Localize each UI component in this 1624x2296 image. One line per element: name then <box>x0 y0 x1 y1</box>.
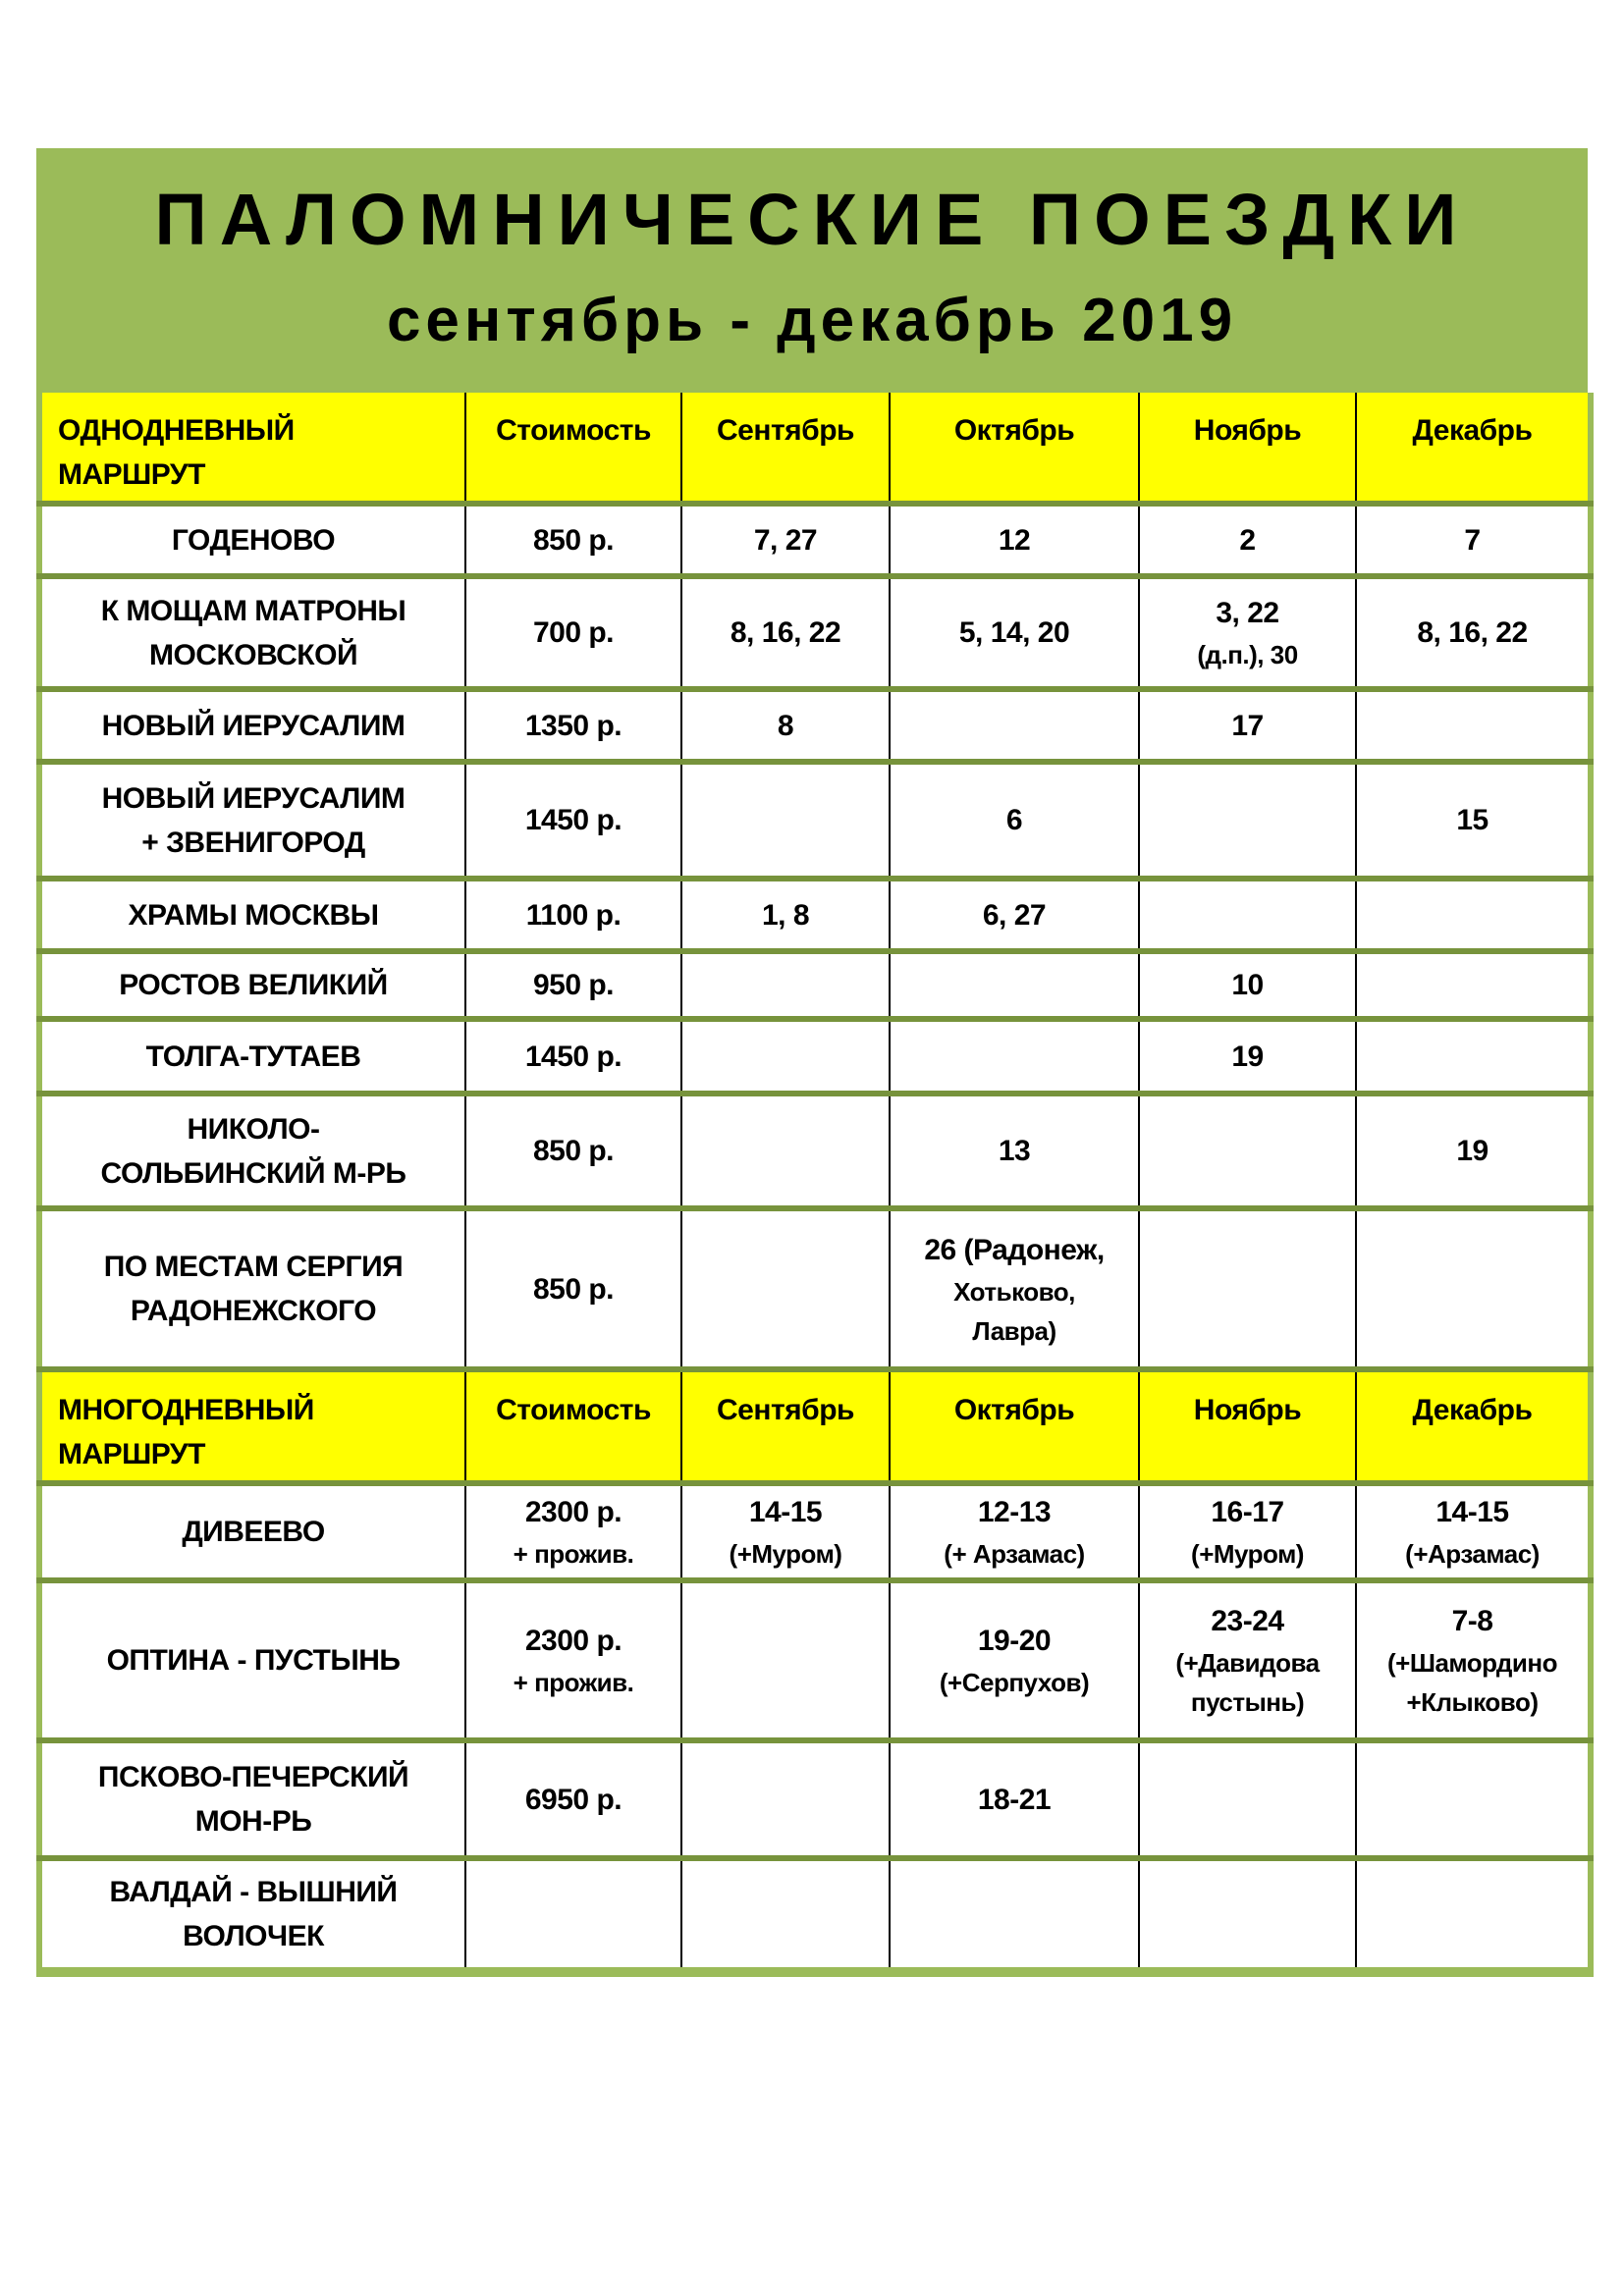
cell-line: (+ Арзамас) <box>944 1539 1085 1569</box>
cell-line: 19 <box>1231 1040 1264 1073</box>
cell-line: + ЗВЕНИГОРОД <box>141 826 365 859</box>
value-cell <box>1139 879 1356 951</box>
table-row <box>39 762 1591 879</box>
value-cell <box>1139 1580 1356 1740</box>
value-cell <box>465 1740 681 1858</box>
cell-line: К МОЩАМ МАТРОНЫ <box>100 594 406 627</box>
table-row <box>39 1094 1591 1208</box>
value-cell <box>465 504 681 576</box>
value-cell <box>1356 1019 1591 1094</box>
cell-line: ВОЛОЧЕК <box>183 1920 324 1952</box>
value-cell <box>681 1580 890 1740</box>
section-title-cell <box>39 1369 465 1483</box>
cell-line: (+Муром) <box>1191 1539 1304 1569</box>
route-cell <box>39 1580 465 1740</box>
cell-line: НИКОЛО- <box>187 1112 320 1146</box>
route-cell <box>39 1740 465 1858</box>
cell-line: 850 р. <box>532 1135 615 1167</box>
cell-line: РОСТОВ ВЕЛИКИЙ <box>119 969 388 1001</box>
value-cell <box>1356 576 1591 689</box>
cell-line: 23-24 <box>1211 1605 1284 1637</box>
month-header-cell <box>1356 393 1591 504</box>
cell-line: 1450 р. <box>524 1040 623 1073</box>
cell-line: ОПТИНА - ПУСТЫНЬ <box>106 1644 401 1677</box>
value-cell <box>681 879 890 951</box>
table-row <box>39 951 1591 1019</box>
cell-line: ПО МЕСТАМ СЕРГИЯ <box>103 1251 404 1283</box>
cell-line: МАРШРУТ <box>58 458 205 491</box>
value-cell <box>465 951 681 1019</box>
table-row <box>39 689 1591 762</box>
value-cell <box>1139 1858 1356 1972</box>
value-cell <box>1139 951 1356 1019</box>
cell-line: ПСКОВО-ПЕЧЕРСКИЙ <box>97 1761 409 1793</box>
value-cell <box>1139 504 1356 576</box>
cell-line: 7 <box>1464 523 1481 557</box>
route-cell <box>39 689 465 762</box>
cell-line: 19 <box>1456 1135 1489 1167</box>
cell-line: (+Давидова <box>1175 1648 1320 1678</box>
value-cell <box>465 1019 681 1094</box>
value-cell <box>681 951 890 1019</box>
month-header-cell <box>1139 393 1356 504</box>
title-banner <box>36 148 1588 393</box>
cell-line: Декабрь <box>1412 1394 1533 1426</box>
table-row <box>39 504 1591 576</box>
value-cell <box>1139 1208 1356 1369</box>
value-cell <box>1356 879 1591 951</box>
value-cell <box>465 1858 681 1972</box>
value-cell <box>890 1019 1139 1094</box>
cell-line: 7, 27 <box>753 523 818 557</box>
cell-line: 6, 27 <box>982 898 1047 932</box>
table-row <box>39 879 1591 951</box>
value-cell <box>1139 1483 1356 1580</box>
cell-line: Ноябрь <box>1193 1394 1302 1426</box>
value-cell <box>1356 762 1591 879</box>
route-cell <box>39 1483 465 1580</box>
cell-line: Хотьково, <box>953 1276 1075 1307</box>
value-cell <box>465 1483 681 1580</box>
value-cell <box>681 689 890 762</box>
value-cell <box>681 1094 890 1208</box>
month-header-cell <box>465 393 681 504</box>
cell-line: ВАЛДАЙ - ВЫШНИЙ <box>109 1876 398 1908</box>
month-header-cell <box>1139 1369 1356 1483</box>
table-row <box>39 1858 1591 1972</box>
value-cell <box>1356 1208 1591 1369</box>
value-cell <box>681 576 890 689</box>
header-row <box>39 1369 1591 1483</box>
route-cell <box>39 762 465 879</box>
value-cell <box>1139 762 1356 879</box>
value-cell <box>681 1208 890 1369</box>
cell-line: 6 <box>1005 804 1023 836</box>
value-cell <box>465 1580 681 1740</box>
value-cell <box>681 1019 890 1094</box>
cell-line: МНОГОДНЕВНЫЙ <box>58 1394 314 1426</box>
cell-line: 12-13 <box>977 1496 1052 1528</box>
cell-line: + прожив. <box>513 1668 634 1697</box>
cell-line: Октябрь <box>953 1394 1075 1426</box>
table-row <box>39 576 1591 689</box>
route-cell <box>39 1019 465 1094</box>
cell-line: Стоимость <box>496 414 651 447</box>
route-cell <box>39 1858 465 1972</box>
page-subtitle: сентябрь - декабрь 2019 <box>386 286 1238 354</box>
value-cell <box>890 1858 1139 1972</box>
cell-line: 15 <box>1456 804 1489 836</box>
cell-line: 2300 р. <box>524 1496 623 1528</box>
value-cell <box>890 879 1139 951</box>
value-cell <box>1356 1858 1591 1972</box>
cell-line: 18-21 <box>977 1783 1052 1816</box>
table-row <box>39 1208 1591 1369</box>
schedule-sheet <box>36 148 1588 1977</box>
value-cell <box>890 762 1139 879</box>
table-row <box>39 1483 1591 1580</box>
cell-line: 3, 22 <box>1216 597 1279 629</box>
cell-line: 19-20 <box>977 1625 1052 1657</box>
cell-line: Ноябрь <box>1193 414 1302 447</box>
value-cell <box>465 762 681 879</box>
value-cell <box>890 689 1139 762</box>
value-cell <box>681 1483 890 1580</box>
page-title: ПАЛОМНИЧЕСКИЕ ПОЕЗДКИ <box>154 179 1470 260</box>
value-cell <box>1356 951 1591 1019</box>
cell-line: РАДОНЕЖСКОГО <box>130 1295 377 1327</box>
cell-line: 850 р. <box>532 523 615 557</box>
value-cell <box>1139 576 1356 689</box>
value-cell <box>890 1483 1139 1580</box>
route-cell <box>39 504 465 576</box>
cell-line: 17 <box>1231 709 1264 742</box>
cell-line: 8 <box>777 709 794 742</box>
cell-line: 14-15 <box>1435 1496 1509 1528</box>
cell-line: (+Арзамас) <box>1405 1539 1540 1569</box>
cell-line: 6950 р. <box>524 1783 623 1816</box>
value-cell <box>890 1208 1139 1369</box>
month-header-cell <box>890 1369 1139 1483</box>
value-cell <box>1139 1740 1356 1858</box>
cell-line: 26 (Радонеж, <box>924 1233 1105 1266</box>
value-cell <box>1139 1094 1356 1208</box>
cell-line: ГОДЕНОВО <box>171 523 336 557</box>
cell-line: 7-8 <box>1451 1605 1493 1637</box>
cell-line: МОН-РЬ <box>194 1805 312 1838</box>
value-cell <box>1356 504 1591 576</box>
value-cell <box>681 504 890 576</box>
value-cell <box>890 576 1139 689</box>
cell-line: Сентябрь <box>717 1394 854 1426</box>
month-header-cell <box>681 393 890 504</box>
cell-line: 10 <box>1231 969 1264 1001</box>
cell-line: пустынь) <box>1190 1687 1305 1717</box>
cell-line: 16-17 <box>1211 1496 1284 1528</box>
route-cell <box>39 951 465 1019</box>
value-cell <box>681 1740 890 1858</box>
route-cell <box>39 1094 465 1208</box>
value-cell <box>1356 1580 1591 1740</box>
value-cell <box>681 1858 890 1972</box>
month-header-cell <box>681 1369 890 1483</box>
cell-line: Октябрь <box>953 414 1075 447</box>
cell-line: 950 р. <box>532 969 615 1001</box>
value-cell <box>465 1208 681 1369</box>
cell-line: 1, 8 <box>761 898 810 932</box>
month-header-cell <box>890 393 1139 504</box>
route-cell <box>39 576 465 689</box>
cell-line: 5, 14, 20 <box>958 616 1070 649</box>
cell-line: 1450 р. <box>524 804 623 836</box>
value-cell <box>465 689 681 762</box>
value-cell <box>465 576 681 689</box>
cell-line: ХРАМЫ МОСКВЫ <box>128 898 379 932</box>
table-row <box>39 1019 1591 1094</box>
cell-line: ОДНОДНЕВНЫЙ <box>58 414 295 447</box>
value-cell <box>465 879 681 951</box>
cell-line: (+Муром) <box>729 1539 842 1569</box>
cell-line: Стоимость <box>496 1394 651 1426</box>
cell-line: НОВЫЙ ИЕРУСАЛИМ <box>101 709 406 742</box>
cell-line: 13 <box>998 1135 1031 1167</box>
cell-line: 14-15 <box>748 1496 823 1528</box>
cell-line: (д.п.), 30 <box>1197 640 1298 669</box>
cell-line: +Клыково) <box>1406 1687 1539 1717</box>
value-cell <box>890 504 1139 576</box>
cell-line: МАРШРУТ <box>58 1438 205 1470</box>
trips-table <box>36 393 1594 1977</box>
cell-line: 12 <box>998 523 1031 557</box>
cell-line: МОСКОВСКОЙ <box>148 638 358 671</box>
cell-line: 8, 16, 22 <box>1417 616 1528 649</box>
cell-line: СОЛЬБИНСКИЙ М-РЬ <box>100 1156 406 1190</box>
cell-line: ТОЛГА-ТУТАЕВ <box>145 1040 361 1073</box>
cell-line: 850 р. <box>532 1272 615 1306</box>
cell-line: 1100 р. <box>525 898 622 932</box>
value-cell <box>1139 689 1356 762</box>
cell-line: 1350 р. <box>524 709 623 742</box>
cell-line: Декабрь <box>1412 414 1533 447</box>
cell-line: Лавра) <box>972 1315 1056 1346</box>
value-cell <box>1356 1094 1591 1208</box>
route-cell <box>39 1208 465 1369</box>
value-cell <box>890 1094 1139 1208</box>
value-cell <box>1356 689 1591 762</box>
value-cell <box>890 1740 1139 1858</box>
month-header-cell <box>465 1369 681 1483</box>
table-row <box>39 1740 1591 1858</box>
value-cell <box>890 1580 1139 1740</box>
trips-table-body <box>39 393 1591 1972</box>
route-cell <box>39 879 465 951</box>
cell-line: 8, 16, 22 <box>730 616 841 649</box>
cell-line: 700 р. <box>532 616 615 649</box>
cell-line: (+Серпухов) <box>939 1668 1090 1697</box>
cell-line: + прожив. <box>513 1539 634 1569</box>
value-cell <box>890 951 1139 1019</box>
cell-line: НОВЫЙ ИЕРУСАЛИМ <box>101 781 406 815</box>
value-cell <box>681 762 890 879</box>
cell-line: 2300 р. <box>524 1625 623 1657</box>
value-cell <box>465 1094 681 1208</box>
month-header-cell <box>1356 1369 1591 1483</box>
section-title-cell <box>39 393 465 504</box>
header-row <box>39 393 1591 504</box>
value-cell <box>1356 1483 1591 1580</box>
cell-line: ДИВЕЕВО <box>182 1516 325 1548</box>
value-cell <box>1356 1740 1591 1858</box>
cell-line: Сентябрь <box>717 414 854 447</box>
table-row <box>39 1580 1591 1740</box>
value-cell <box>1139 1019 1356 1094</box>
cell-line: 2 <box>1239 523 1256 557</box>
cell-line: (+Шамордино <box>1386 1648 1557 1678</box>
